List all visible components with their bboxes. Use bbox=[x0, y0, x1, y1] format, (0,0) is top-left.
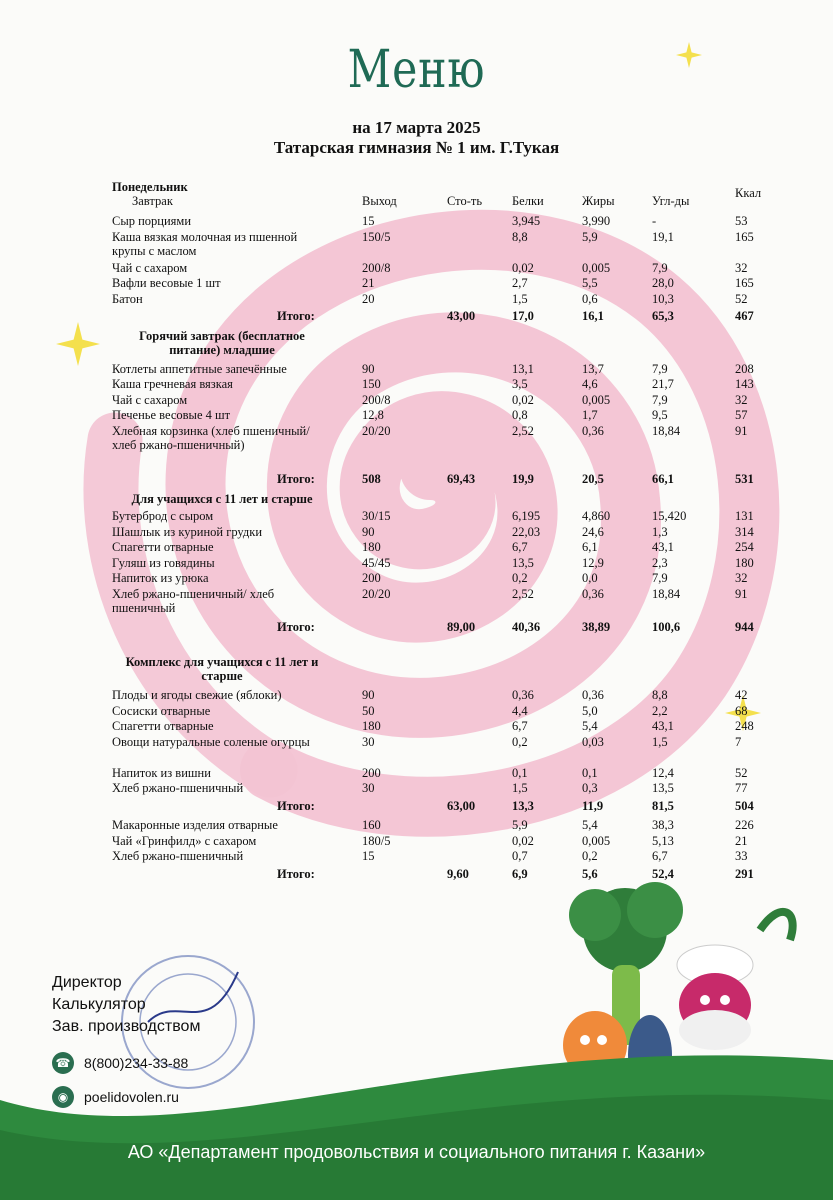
item-carbs: 43,1 bbox=[652, 540, 674, 554]
item-kcal: 42 bbox=[735, 688, 748, 702]
item-name: Батон bbox=[112, 291, 143, 306]
table-row bbox=[112, 719, 772, 735]
item-carbs: 21,7 bbox=[652, 377, 674, 391]
item-protein: 0,02 bbox=[512, 260, 534, 275]
total-carbs: 66,1 bbox=[652, 472, 674, 486]
item-output: 15 bbox=[362, 849, 375, 863]
item-carbs: 13,5 bbox=[652, 781, 674, 795]
table-row bbox=[112, 556, 772, 572]
total-cost: 63,00 bbox=[447, 798, 476, 813]
total-output: 508 bbox=[362, 472, 381, 486]
item-fat: 0,2 bbox=[582, 849, 598, 863]
item-carbs: 28,0 bbox=[652, 276, 674, 290]
item-protein: 0,36 bbox=[512, 688, 534, 702]
item-fat: 0,36 bbox=[582, 423, 604, 438]
item-protein: 0,8 bbox=[512, 408, 528, 422]
item-kcal: 208 bbox=[735, 361, 754, 376]
total-carbs: 81,5 bbox=[652, 798, 674, 813]
phone-icon: ☎ bbox=[52, 1052, 74, 1074]
item-output: 180 bbox=[362, 719, 381, 733]
table-row bbox=[112, 571, 772, 587]
table-row bbox=[112, 362, 772, 378]
globe-icon: ◉ bbox=[52, 1086, 74, 1108]
item-output: 21 bbox=[362, 276, 375, 290]
table-row bbox=[112, 292, 772, 308]
section-title: Комплекс для учащихся с 11 лет и старше bbox=[125, 655, 319, 683]
item-output: 30 bbox=[362, 781, 375, 795]
table-row bbox=[112, 818, 772, 834]
item-kcal: 248 bbox=[735, 719, 754, 733]
item-kcal: 33 bbox=[735, 849, 748, 863]
item-protein: 4,4 bbox=[512, 703, 528, 718]
item-kcal: 165 bbox=[735, 276, 754, 290]
item-protein: 0,7 bbox=[512, 849, 528, 863]
item-kcal: 131 bbox=[735, 509, 754, 523]
total-protein: 17,0 bbox=[512, 309, 534, 323]
table-row bbox=[112, 688, 772, 704]
table-row bbox=[112, 261, 772, 277]
item-fat: 12,9 bbox=[582, 555, 604, 570]
item-carbs: 15,420 bbox=[652, 509, 687, 523]
column-header-fat: Жиры bbox=[582, 194, 615, 208]
item-output: 90 bbox=[362, 361, 375, 376]
item-carbs: 7,9 bbox=[652, 260, 668, 275]
total-label: Итого: bbox=[277, 798, 315, 813]
item-output: 20/20 bbox=[362, 586, 391, 601]
total-kcal: 467 bbox=[735, 309, 754, 323]
item-kcal: 32 bbox=[735, 392, 748, 407]
item-output: 200 bbox=[362, 571, 381, 585]
total-carbs: 52,4 bbox=[652, 866, 674, 881]
total-kcal: 504 bbox=[735, 798, 754, 813]
item-fat: 5,0 bbox=[582, 703, 598, 718]
menu-date: на 17 марта 2025 bbox=[352, 118, 481, 137]
table-row bbox=[112, 509, 772, 525]
phone-contact bbox=[52, 1052, 188, 1074]
item-kcal: 77 bbox=[735, 781, 748, 795]
item-protein: 1,5 bbox=[512, 291, 528, 306]
item-name: Хлеб ржано-пшеничный bbox=[112, 781, 244, 795]
item-output: 30 bbox=[362, 734, 375, 749]
item-fat: 5,9 bbox=[582, 229, 598, 244]
table-row bbox=[112, 849, 772, 865]
item-protein: 2,7 bbox=[512, 276, 528, 290]
total-fat: 38,89 bbox=[582, 619, 611, 634]
total-label: Итого: bbox=[277, 472, 315, 486]
item-protein: 3,945 bbox=[512, 214, 541, 228]
item-name: Хлеб ржано-пшеничный bbox=[112, 849, 244, 863]
item-fat: 1,7 bbox=[582, 408, 598, 422]
item-name: Каша гречневая вязкая bbox=[112, 377, 233, 391]
total-fat: 11,9 bbox=[582, 798, 604, 813]
total-kcal: 291 bbox=[735, 866, 754, 881]
item-kcal: 165 bbox=[735, 229, 754, 244]
total-protein: 40,36 bbox=[512, 619, 541, 634]
item-carbs: 5,13 bbox=[652, 833, 674, 848]
item-output: 90 bbox=[362, 524, 375, 539]
item-name: Чай «Гринфилд» с сахаром bbox=[112, 833, 257, 848]
section-title-row bbox=[112, 492, 772, 508]
total-row bbox=[112, 620, 772, 636]
item-carbs: 1,5 bbox=[652, 734, 668, 749]
total-label: Итого: bbox=[277, 619, 315, 634]
item-output: 150 bbox=[362, 377, 381, 391]
item-fat: 0,1 bbox=[582, 765, 598, 780]
item-carbs: 43,1 bbox=[652, 719, 674, 733]
item-output: 15 bbox=[362, 214, 375, 228]
column-header-cost: Сто-ть bbox=[447, 194, 483, 208]
item-fat: 0,36 bbox=[582, 688, 604, 702]
item-output: 160 bbox=[362, 818, 381, 832]
day-label: Понедельник bbox=[112, 180, 188, 194]
table-row bbox=[112, 540, 772, 556]
column-header-carbs: Угл-ды bbox=[652, 194, 690, 208]
table-row bbox=[112, 276, 772, 292]
item-fat: 0,005 bbox=[582, 392, 611, 407]
item-name: Чай с сахаром bbox=[112, 260, 188, 275]
item-name: Макаронные изделия отварные bbox=[112, 818, 278, 832]
item-protein: 0,02 bbox=[512, 392, 534, 407]
item-carbs: 10,3 bbox=[652, 291, 674, 306]
item-output: 180/5 bbox=[362, 833, 391, 848]
item-name: Вафли весовые 1 шт bbox=[112, 276, 221, 290]
total-carbs: 100,6 bbox=[652, 619, 681, 634]
item-kcal: 57 bbox=[735, 408, 748, 422]
column-header-output: Выход bbox=[362, 194, 397, 208]
item-protein: 3,5 bbox=[512, 377, 528, 391]
total-fat: 20,5 bbox=[582, 472, 604, 486]
table-row bbox=[112, 377, 772, 393]
total-carbs: 65,3 bbox=[652, 309, 674, 323]
item-name: Плоды и ягоды свежие (яблоки) bbox=[112, 688, 282, 702]
item-name: Спагетти отварные bbox=[112, 540, 214, 554]
item-name: Овощи натуральные соленые огурцы bbox=[112, 734, 310, 749]
item-name: Печенье весовые 4 шт bbox=[112, 408, 231, 422]
site-contact bbox=[52, 1086, 179, 1108]
table-row bbox=[112, 735, 772, 751]
item-name: Хлебная корзинка (хлеб пшеничный/ хлеб ржано-пшеничный) bbox=[112, 423, 310, 452]
item-protein: 2,52 bbox=[512, 423, 534, 438]
item-protein: 6,7 bbox=[512, 540, 528, 554]
item-fat: 5,5 bbox=[582, 276, 598, 290]
item-carbs: 9,5 bbox=[652, 408, 668, 422]
total-protein: 13,3 bbox=[512, 798, 534, 813]
section-title-row bbox=[112, 328, 772, 357]
item-protein: 1,5 bbox=[512, 781, 528, 795]
total-kcal: 531 bbox=[735, 472, 754, 486]
total-protein: 19,9 bbox=[512, 472, 534, 486]
total-label: Итого: bbox=[277, 866, 315, 881]
item-carbs: 7,9 bbox=[652, 392, 668, 407]
item-protein: 22,03 bbox=[512, 524, 541, 539]
site-link[interactable]: poelidovolen.ru bbox=[84, 1089, 179, 1105]
item-fat: 4,860 bbox=[582, 509, 611, 523]
item-protein: 8,8 bbox=[512, 229, 528, 244]
column-header-kcal: Ккал bbox=[735, 186, 762, 200]
total-label: Итого: bbox=[277, 309, 315, 323]
table-row bbox=[112, 704, 772, 720]
item-carbs: 38,3 bbox=[652, 818, 674, 832]
item-carbs: 12,4 bbox=[652, 765, 674, 780]
item-name: Шашлык из куриной грудки bbox=[112, 524, 263, 539]
item-kcal: 226 bbox=[735, 818, 754, 832]
table-row bbox=[112, 423, 772, 452]
item-carbs: - bbox=[652, 214, 657, 228]
item-carbs: 7,9 bbox=[652, 571, 668, 585]
item-name: Напиток из вишни bbox=[112, 765, 211, 780]
item-protein: 0,2 bbox=[512, 571, 528, 585]
total-row bbox=[112, 799, 772, 815]
item-kcal: 52 bbox=[735, 291, 748, 306]
calculator-label: Калькулятор bbox=[52, 996, 146, 1013]
total-fat: 16,1 bbox=[582, 309, 604, 323]
total-protein: 6,9 bbox=[512, 866, 528, 881]
total-row bbox=[112, 472, 772, 488]
item-fat: 5,4 bbox=[582, 719, 598, 733]
column-header-protein: Белки bbox=[512, 194, 544, 208]
page-title: Меню bbox=[347, 40, 486, 100]
signature-block bbox=[52, 972, 200, 1038]
total-row bbox=[112, 309, 772, 325]
item-output: 45/45 bbox=[362, 555, 391, 570]
item-protein: 6,195 bbox=[512, 509, 541, 523]
item-output: 30/15 bbox=[362, 509, 391, 523]
item-output: 200/8 bbox=[362, 392, 391, 407]
item-output: 90 bbox=[362, 688, 375, 702]
item-fat: 0,36 bbox=[582, 586, 604, 601]
table-row bbox=[112, 408, 772, 424]
production-label: Зав. производством bbox=[52, 1018, 201, 1035]
item-protein: 0,02 bbox=[512, 833, 534, 848]
item-kcal: 32 bbox=[735, 260, 748, 275]
item-fat: 0,3 bbox=[582, 781, 598, 795]
item-kcal: 53 bbox=[735, 214, 748, 228]
item-name: Чай с сахаром bbox=[112, 392, 188, 407]
item-protein: 6,7 bbox=[512, 719, 528, 733]
item-kcal: 52 bbox=[735, 765, 748, 780]
item-name: Сосиски отварные bbox=[112, 703, 211, 718]
item-carbs: 1,3 bbox=[652, 524, 668, 539]
item-fat: 13,7 bbox=[582, 361, 604, 376]
item-carbs: 7,9 bbox=[652, 361, 668, 376]
total-kcal: 944 bbox=[735, 619, 754, 634]
section-title: Горячий завтрак (бесплатное питание) младшие bbox=[139, 328, 305, 357]
table-row bbox=[112, 834, 772, 850]
item-name: Каша вязкая молочная из пшенной крупы с маслом bbox=[112, 229, 298, 258]
total-cost: 43,00 bbox=[447, 309, 476, 323]
table-row bbox=[112, 214, 772, 230]
item-fat: 24,6 bbox=[582, 524, 604, 539]
total-cost: 69,43 bbox=[447, 472, 476, 486]
item-protein: 0,2 bbox=[512, 734, 528, 749]
item-kcal: 68 bbox=[735, 703, 748, 718]
table-row bbox=[112, 229, 772, 258]
item-name: Хлеб ржано-пшеничный/ хлеб пшеничный bbox=[112, 586, 275, 615]
table-row bbox=[112, 525, 772, 541]
item-protein: 0,1 bbox=[512, 765, 528, 780]
section-title: Для учащихся с 11 лет и старше bbox=[131, 491, 313, 506]
item-kcal: 180 bbox=[735, 555, 754, 570]
item-carbs: 2,2 bbox=[652, 703, 668, 718]
table-row bbox=[112, 781, 772, 797]
phone-number[interactable]: 8(800)234-33-88 bbox=[84, 1055, 189, 1071]
item-kcal: 91 bbox=[735, 586, 748, 601]
section-title-row bbox=[112, 655, 772, 683]
item-output: 20/20 bbox=[362, 423, 391, 438]
item-protein: 13,1 bbox=[512, 361, 534, 376]
table-row bbox=[112, 586, 772, 615]
item-fat: 0,0 bbox=[582, 571, 598, 585]
item-output: 180 bbox=[362, 540, 381, 554]
item-protein: 13,5 bbox=[512, 555, 534, 570]
item-output: 200 bbox=[362, 765, 381, 780]
item-kcal: 21 bbox=[735, 833, 748, 848]
item-name: Напиток из урюка bbox=[112, 571, 209, 585]
director-label: Директор bbox=[52, 974, 122, 991]
item-output: 50 bbox=[362, 703, 375, 718]
total-cost: 9,60 bbox=[447, 866, 469, 881]
item-carbs: 8,8 bbox=[652, 688, 668, 702]
table-row bbox=[112, 766, 772, 782]
footer-organization: АО «Департамент продовольствия и социального питания г. Казани» bbox=[127, 1142, 706, 1162]
item-output: 200/8 bbox=[362, 260, 391, 275]
item-fat: 3,990 bbox=[582, 214, 611, 228]
item-fat: 5,4 bbox=[582, 818, 598, 832]
item-output: 12,8 bbox=[362, 408, 384, 422]
school-name: Татарская гимназия № 1 им. Г.Тукая bbox=[273, 138, 560, 157]
item-carbs: 18,84 bbox=[652, 586, 681, 601]
item-fat: 4,6 bbox=[582, 377, 598, 391]
item-output: 150/5 bbox=[362, 229, 391, 244]
item-fat: 6,1 bbox=[582, 540, 598, 554]
item-kcal: 91 bbox=[735, 423, 748, 438]
item-name: Гуляш из говядины bbox=[112, 555, 215, 570]
item-output: 20 bbox=[362, 291, 375, 306]
section-title: Завтрак bbox=[132, 194, 173, 208]
item-name: Котлеты аппетитные запечённые bbox=[112, 361, 287, 376]
total-fat: 5,6 bbox=[582, 866, 598, 881]
item-fat: 0,005 bbox=[582, 260, 611, 275]
item-kcal: 314 bbox=[735, 524, 754, 539]
item-kcal: 32 bbox=[735, 571, 748, 585]
item-fat: 0,005 bbox=[582, 833, 611, 848]
item-fat: 0,03 bbox=[582, 734, 604, 749]
item-name: Сыр порциями bbox=[112, 214, 192, 228]
item-carbs: 2,3 bbox=[652, 555, 668, 570]
item-name: Спагетти отварные bbox=[112, 719, 214, 733]
item-protein: 2,52 bbox=[512, 586, 534, 601]
item-protein: 5,9 bbox=[512, 818, 528, 832]
item-carbs: 19,1 bbox=[652, 229, 674, 244]
star-icon bbox=[56, 322, 100, 366]
table-row bbox=[112, 393, 772, 409]
item-name: Бутерброд с сыром bbox=[112, 509, 214, 523]
total-cost: 89,00 bbox=[447, 619, 476, 634]
item-carbs: 18,84 bbox=[652, 423, 681, 438]
item-kcal: 254 bbox=[735, 540, 754, 554]
item-kcal: 7 bbox=[735, 734, 742, 749]
item-carbs: 6,7 bbox=[652, 849, 668, 863]
item-fat: 0,6 bbox=[582, 291, 598, 306]
item-kcal: 143 bbox=[735, 377, 754, 391]
